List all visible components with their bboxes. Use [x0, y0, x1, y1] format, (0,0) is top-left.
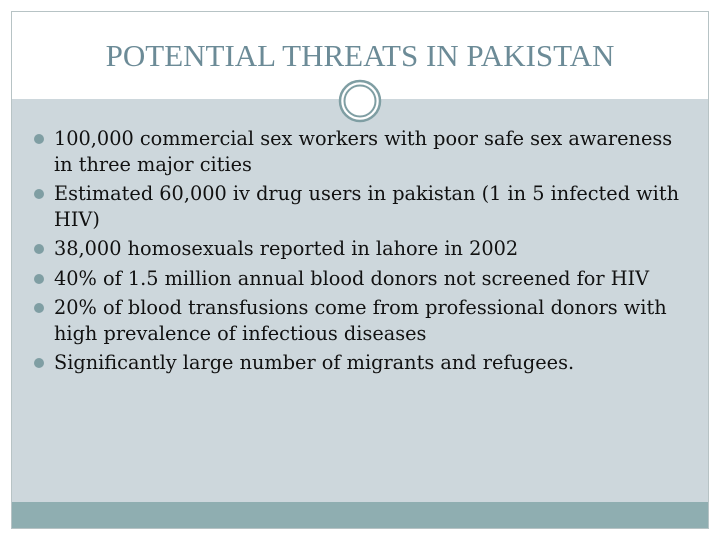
- bullet-dot-icon: [34, 134, 44, 144]
- list-item: [34, 181, 694, 232]
- bullet-dot-icon: [34, 274, 44, 284]
- list-item: [34, 126, 694, 177]
- bullet-list: [34, 126, 694, 380]
- bullet-dot-icon: [34, 244, 44, 254]
- bullet-text: 40% of 1.5 million annual blood donors not screened for HIV: [54, 266, 650, 290]
- footer-bar: [12, 502, 708, 528]
- bullet-dot-icon: [34, 303, 44, 313]
- slide-title: POTENTIAL THREATS IN PAKISTAN: [105, 38, 615, 73]
- list-item: [34, 266, 694, 292]
- circle-ornament-icon: [338, 79, 382, 123]
- bullet-dot-icon: [34, 358, 44, 368]
- bullet-text: 20% of blood transfusions come from professional donors with high prevalence of infectious diseases: [54, 296, 667, 345]
- bullet-text: Significantly large number of migrants and refugees.: [54, 351, 575, 374]
- bullet-text: Estimated 60,000 iv drug users in pakistan (1 in 5 infected with HIV): [54, 182, 680, 231]
- bullet-dot-icon: [34, 189, 44, 199]
- bullet-text: 100,000 commercial sex workers with poor safe sex awareness in three major cities: [54, 127, 673, 176]
- list-item: [34, 236, 694, 262]
- slide: [11, 11, 709, 529]
- bullet-text: 38,000 homosexuals reported in lahore in 2002: [54, 237, 519, 260]
- list-item: [34, 295, 694, 346]
- list-item: [34, 350, 694, 376]
